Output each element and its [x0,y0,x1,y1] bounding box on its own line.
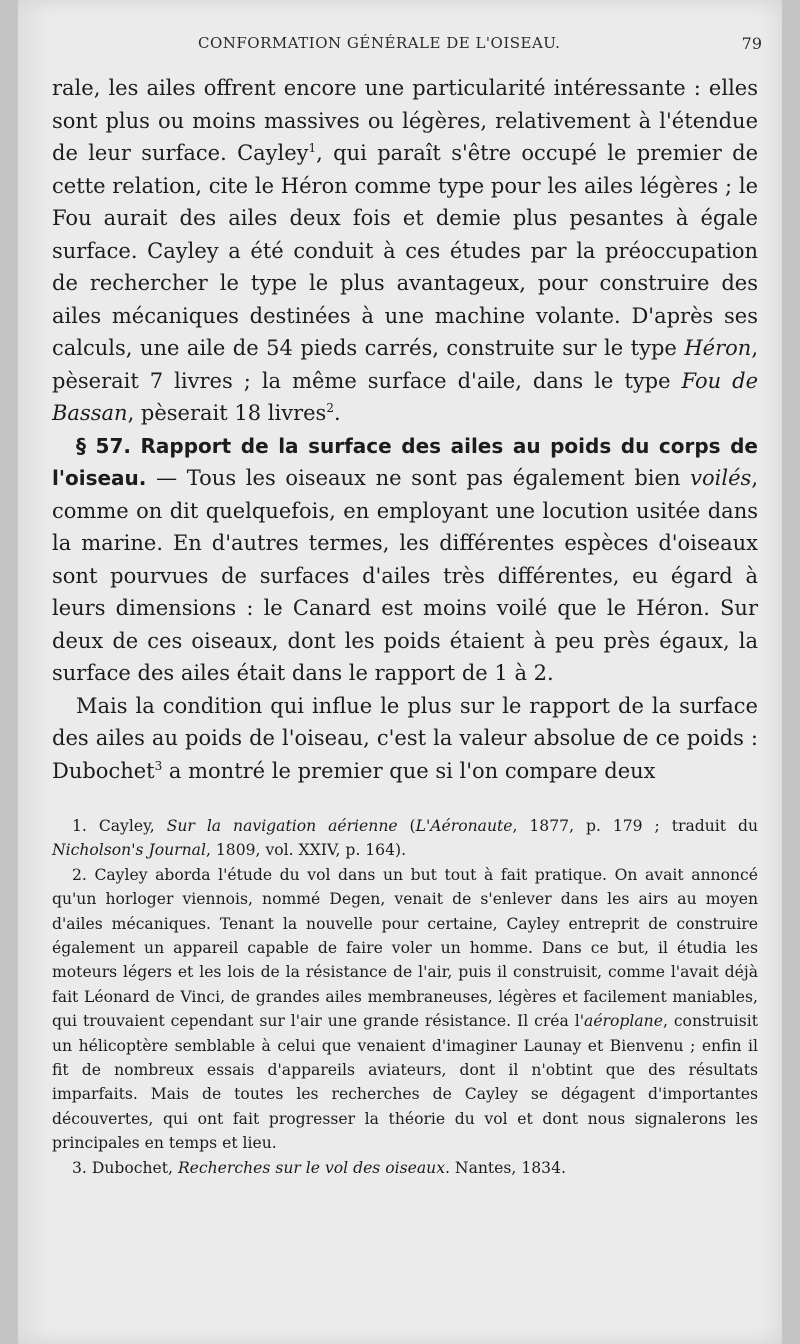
main-text [52,72,758,787]
cited-title: Recherches sur le vol des oiseaux [177,1158,446,1177]
text-span: , 1809, vol. XXIV, p. 164). [205,841,407,860]
section-heading: § 57. Rapport de la surface des ailes au poids du corps de l'oiseau. [52,433,758,490]
page-header [18,34,782,58]
text-span: . [333,401,341,425]
page-number: 79 [741,34,762,53]
cited-journal: L'Aéronaute [415,817,513,835]
text-span: Mais la condition qui influe le plus sur le rapport de la surface des ailes au poids de l'oiseau, c'est la valeur absolue de ce poids : Dubochet [52,693,758,783]
footnote-2 [52,863,758,1156]
emphasis-aeroplane: aéroplane [584,1012,663,1031]
paragraph-1 [52,72,758,430]
text-span: , 1877, p. 179 ; traduit du [512,817,758,835]
cited-title: Sur la navigation aérienne [166,817,398,835]
paragraph-2 [52,430,758,690]
text-span: 1. Cayley, [72,817,167,835]
footnote-ref-2: 2 [326,401,334,415]
emphasis-voiles: voilés [690,466,752,490]
cited-journal: Nicholson's Journal [52,841,206,860]
footnote-ref-1: 1 [308,141,317,155]
text-span: , pèserait 18 livres [127,401,327,425]
footnote-1 [52,814,758,863]
text-span: , qui paraît s'être occupé le premier de cette relation, cite le Héron comme type pour les ailes légères ; le Fou aurait des ailes deux fois et demie plus pesantes à égale surface. Cayley a été conduit à ces études par la préoccupation de rechercher le type le plus avantageux, pour construire des ailes mécaniques destinées à une machine volante. D'après ses calculs, une aile de 54 pieds carrés, construite sur le type [52,141,758,360]
text-span: , comme on dit quelquefois, en employant une locution usitée dans la marine. En d'autres termes, les différentes espèces d'oiseaux sont pourvues de surfaces d'ailes très différentes, eu égard à leurs dimensions : le Canard est moins voilé que le Héron. Sur deux de ces oiseaux, dont les poids étaient à peu près égaux, la surface des ailes était dans le rapport de 1 à 2. [52,466,758,685]
text-span: . Nantes, 1834. [445,1158,566,1177]
text-span: — Tous les oiseaux ne sont pas également bien [146,466,691,490]
text-span: ( [397,817,416,835]
footnote-3 [52,1156,758,1180]
footnote-ref-3: 3 [154,758,163,773]
footnotes [52,814,758,1180]
text-span: a montré le premier que si l'on compare deux [162,758,656,783]
text-span: rale, les ailes offrent encore une particularité intéressante : elles sont plus ou moins massives ou légères, relativement à l'étendue de leur surface. Cayley [52,76,758,165]
text-span: , construisit un hélicoptère semblable à celui que venaient d'imaginer Launay et Bienvenu ; enfin il fit de nombreux essais d'appareils aviateurs, dont il n'obtint que des résultats imparfaits. Mais de toutes les recherches de Cayley se dégagent d'importantes découvertes, qui ont fait progresser la théorie du vol et dont nous signalerons les principales en temps et lieu. [52,1012,758,1153]
book-page [18,0,782,1344]
paragraph-3 [52,690,758,788]
emphasis-heron: Héron [684,336,752,360]
text-span: , pèserait 7 livres ; la même surface d'aile, dans le type [52,336,758,393]
running-title: CONFORMATION GÉNÉRALE DE L'OISEAU. [198,34,561,52]
emphasis-fou-de-bassan: Fou de Bassan [52,368,758,425]
text-span: 3. Dubochet, [72,1158,178,1177]
text-span: 2. Cayley aborda l'étude du vol dans un but tout à fait pratique. On avait annoncé qu'un horloger viennois, nommé Degen, venait de s'enlever dans les airs au moyen d'ailes mécaniques. Tenant la nouvelle pour certaine, Cayley entreprit de construire également un appareil capable de faire voler un homme. Dans ce but, il étudia les moteurs légers et les lois de la résistance de l'air, puis il construisit, comme l'avait déjà fait Léonard de Vinci, de grandes ailes membraneuses, légères et facilement maniables, qui trouvaient cependant sur l'air une grande résistance. Il créa l' [52,865,758,1031]
